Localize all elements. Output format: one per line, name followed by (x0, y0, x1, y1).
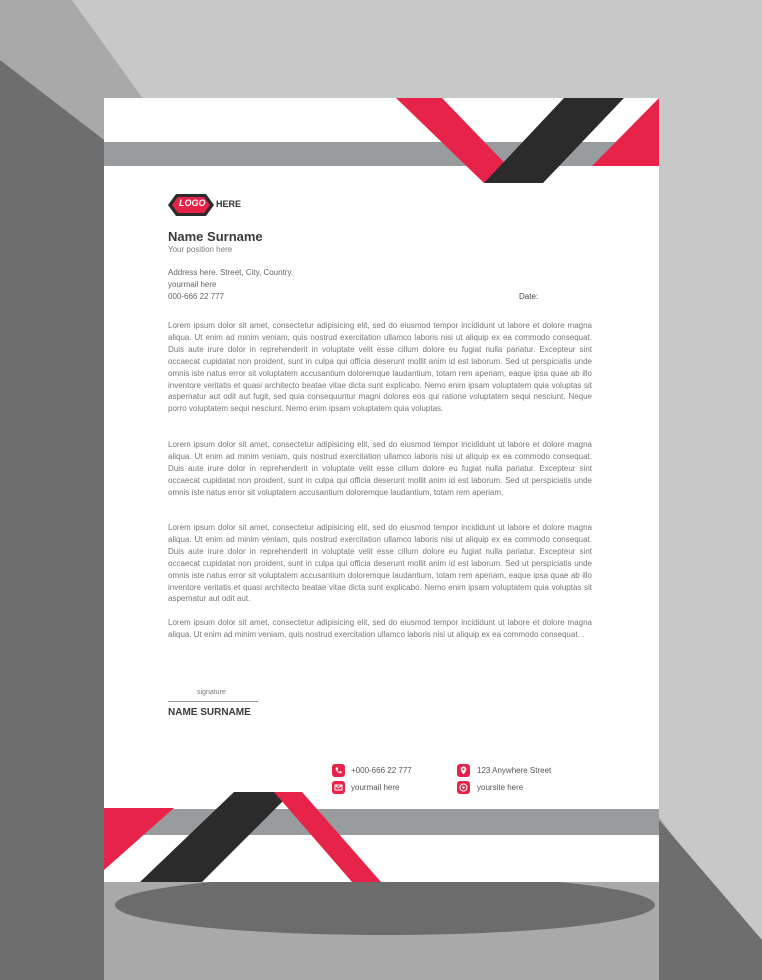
date-label: Date: (519, 292, 539, 301)
location-pin-icon (457, 764, 470, 777)
sender-position: Your position here (168, 245, 233, 254)
footer-red-stripe (274, 792, 381, 882)
signature-label: signature (197, 689, 226, 696)
footer-dark-stripe (140, 792, 292, 882)
body-paragraph-4: Lorem ipsum dolor sit amet, consectetur adipisicing elit, sed do eiusmod tempor incididunt ut labore et dolore magna aliqua. Ut enim ad minim veniam, quis nostrud exercitation ullamco laboris nisi ut aliquip ex ea commodo consequat. . (168, 618, 592, 639)
globe-icon (457, 781, 470, 794)
signature-line (168, 701, 258, 702)
contact-address: 123 Anywhere Street (477, 766, 552, 775)
signature-name: NAME SURNAME (168, 707, 251, 718)
letterhead-page (104, 98, 659, 882)
logo (168, 193, 258, 219)
contact-website: yoursite here (477, 783, 524, 792)
sender-email: yourmail here (168, 280, 217, 289)
sender-phone: 000-666 22 777 (168, 292, 225, 301)
contact-phone: +000-666 22 777 (351, 766, 412, 775)
header-dark-stripe (484, 98, 624, 183)
page-shadow (115, 875, 655, 935)
body-paragraph-1: Lorem ipsum dolor sit amet, consectetur adipisicing elit, sed do eiusmod tempor incididunt ut labore et dolore magna aliqua. Ut enim ad minim veniam, quis nostrud exercitation ullamco laboris nisi ut aliquip ex ea commodo consequat. Duis aute irure dolor in reprehenderit in voluptate velit esse cillum dolore eu fugiat nulla pariatur. Excepteur sint occaecat cupidatat non proident, sunt in culpa qui officia deserunt mollit anim id est laborum. Sed ut perspiciatis unde omnis iste natus error sit voluptatem accusantium doloremque laudantium, totam rem aperiam, eaque ipsa quae ab illo inventore veritatis et quasi architecto beatae vitae dicta sunt explicabo. Nemo enim ipsam voluptatem quia voluptas sit aspernatur aut odit aut fugit, sed quia consequuntur magni dolores eos qui ratione voluptatem sequi nesciunt. Neque porro voluptatem sequi nesciunt. Nemo enim ipsam voluptatem quia voluptas. (168, 321, 592, 414)
sender-name: Name Surname (168, 229, 263, 244)
body-paragraph-3: Lorem ipsum dolor sit amet, consectetur adipisicing elit, sed do eiusmod tempor incididunt ut labore et dolore magna aliqua. Ut enim ad minim veniam, quis nostrud exercitation ullamco laboris nisi ut aliquip ex ea commodo consequat. Duis aute irure dolor in reprehenderit in voluptate velit esse cillum dolore eu fugiat nulla pariatur. Excepteur sint occaecat cupidatat non proident, sunt in culpa qui officia deserunt mollit anim id est laborum. Sed ut perspiciatis unde omnis iste natus error sit voluptatem accusantium doloremque laudantium, totam rem aperiam, eaque ipsa quae ab illo inventore veritatis et quasi architecto beatae vitae dicta sunt explicabo. Nemo enim ipsam voluptatem quia voluptas sit aspernatur aut odit aut. (168, 523, 592, 604)
mail-icon (332, 781, 345, 794)
contact-email: yourmail here (351, 783, 400, 792)
phone-icon (332, 764, 345, 777)
footer-gray-band (104, 809, 659, 835)
body-paragraph-2: Lorem ipsum dolor sit amet, consectetur adipisicing elit, sed do eiusmod tempor incididunt ut labore et dolore magna aliqua. Ut enim ad minim veniam, quis nostrud exercitation ullamco laboris nisi ut aliquip ex ea commodo consequat. Duis aute irure dolor in reprehenderit in voluptate velit esse cillum dolore eu fugiat nulla pariatur. Excepteur sint occaecat cupidatat non proident, sunt in culpa qui officia deserunt mollit anim id est laborum. Sed ut perspiciatis unde omnis iste natus error sit voluptatem accusantium doloremque laudantium, totam rem aperiam, (168, 440, 592, 497)
logo-suffix: HERE (216, 199, 242, 209)
sender-address: Address here. Street, City, Country. (168, 268, 294, 277)
logo-word: LOGO (179, 198, 206, 208)
